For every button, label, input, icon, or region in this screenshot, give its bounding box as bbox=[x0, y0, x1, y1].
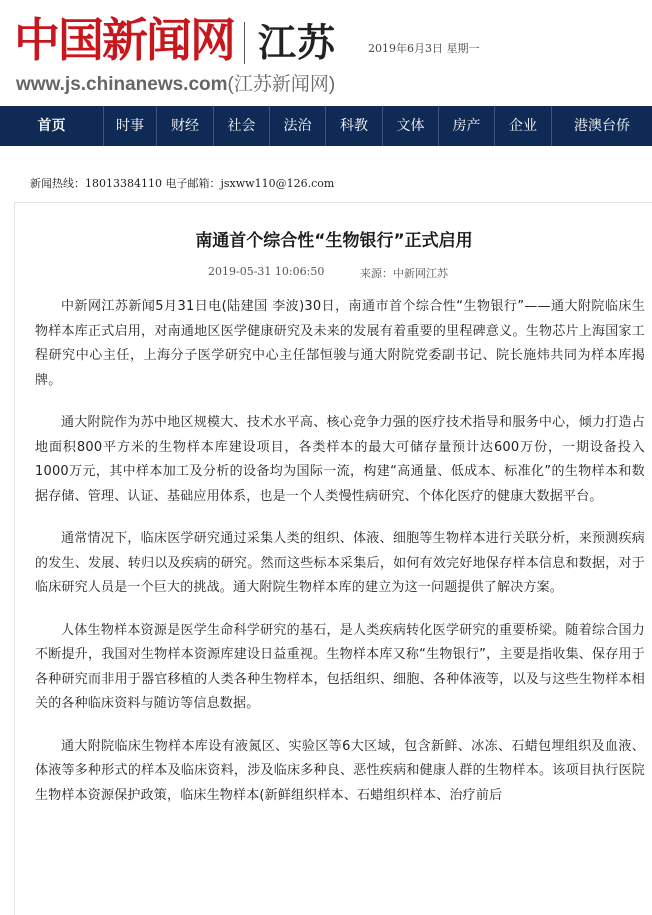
email-label: 电子邮箱： bbox=[165, 177, 221, 190]
article-datetime: 2019-05-31 10:06:50 bbox=[208, 265, 325, 278]
nav-item-society[interactable]: 社会 bbox=[214, 106, 270, 146]
article-paragraph: 中新网江苏新闻5月31日电(陆建国 李波)30日，南通市首个综合性“生物银行”——通大附院临床生物样本库正式启用，对南通地区医学健康研究及未来的发展有着重要的里程碑意义。生物芯片上海国家工程研究中心主任，上海分子医学研究中心主任郜恒骏与通大附院党委副书记、院长施炜共同为样本库揭牌。 bbox=[35, 299, 645, 388]
nav-item-current-affairs[interactable]: 时事 bbox=[104, 106, 157, 146]
nav-item-culture-sports[interactable]: 文体 bbox=[383, 106, 439, 146]
logo-divider bbox=[244, 22, 245, 64]
nav-item-law[interactable]: 法治 bbox=[270, 106, 326, 146]
nav-item-home[interactable]: 首页 bbox=[0, 106, 104, 146]
nav-item-finance[interactable]: 财经 bbox=[157, 106, 214, 146]
hotline-bar bbox=[30, 175, 334, 191]
email-address[interactable]: jsxww110@126.com bbox=[220, 177, 335, 190]
article-body bbox=[35, 295, 645, 826]
nav-item-real-estate[interactable]: 房产 bbox=[439, 106, 495, 146]
site-url[interactable] bbox=[16, 72, 335, 98]
site-url-subtitle: (江苏新闻网) bbox=[227, 74, 336, 95]
article-paragraph: 通大附院作为苏中地区规模大、技术水平高、核心竞争力强的医疗技术指导和服务中心，倾力打造占地面积800平方米的生物样本库建设项目，各类样本的最大可储存量预计达600万份，一期设备投入1000万元，其中样本加工及分析的设备均为国际一流，构建“高通量、低成本、标准化”的生物样本和数据存储、管理、认证、基础应用体系，也是一个人类慢性病研究、个体化医疗的健康大数据平台。 bbox=[35, 415, 645, 504]
nav-item-hk-macao-taiwan[interactable]: 港澳台侨 bbox=[574, 118, 630, 134]
region-name[interactable]: 江苏 bbox=[258, 21, 337, 65]
nav-item-science-education[interactable]: 科教 bbox=[326, 106, 383, 146]
hotline-label: 新闻热线： bbox=[30, 177, 85, 190]
hotline-phone: 18013384110 bbox=[85, 177, 162, 190]
header-date: 2019年6月3日 星期一 bbox=[368, 42, 480, 55]
site-url-domain: www.js.chinanews.com bbox=[16, 74, 228, 95]
article-source: 来源：中新网江苏 bbox=[360, 267, 448, 280]
nav-item-enterprise[interactable]: 企业 bbox=[495, 106, 552, 146]
article-paragraph: 通常情况下，临床医学研究通过采集人类的组织、体液、细胞等生物样本进行关联分析，来预测疾病的发生、发展、转归以及疾病的研究。然而这些标本采集后，如何有效完好地保存样本信息和数据，对于临床研究人员是一个巨大的挑战。通大附院生物样本库的建立为这一问题提供了解决方案。 bbox=[35, 531, 645, 595]
article-paragraph: 通大附院临床生物样本库设有液氮区、实验区等6大区域，包含新鲜、冰冻、石蜡包埋组织及血液、体液等多种形式的样本及临床资料，涉及临床多种良、恶性疾病和健康人群的生物样本。该项目执行医院生物样本资源保护政策，临床生物样本(新鲜组织样本、石蜡组织样本、治疗前后 bbox=[35, 738, 645, 803]
site-logo[interactable]: 中国新闻网 bbox=[14, 13, 234, 67]
article-container bbox=[14, 202, 652, 915]
article-paragraph: 人体生物样本资源是医学生命科学研究的基石，是人类疾病转化医学研究的重要桥梁。随着综合国力不断提升，我国对生物样本资源库建设日益重视。生物样本库又称“生物银行”，主要是指收集、保存用于各种研究而非用于器官移植的人类各种生物样本，包括组织、细胞、各种体液等，以及与这些生物样本相关的各种临床资料与随访等信息数据。 bbox=[35, 622, 645, 711]
site-header bbox=[0, 0, 652, 106]
main-nav bbox=[0, 106, 652, 146]
article-title: 南通首个综合性“生物银行”正式启用 bbox=[195, 231, 473, 251]
